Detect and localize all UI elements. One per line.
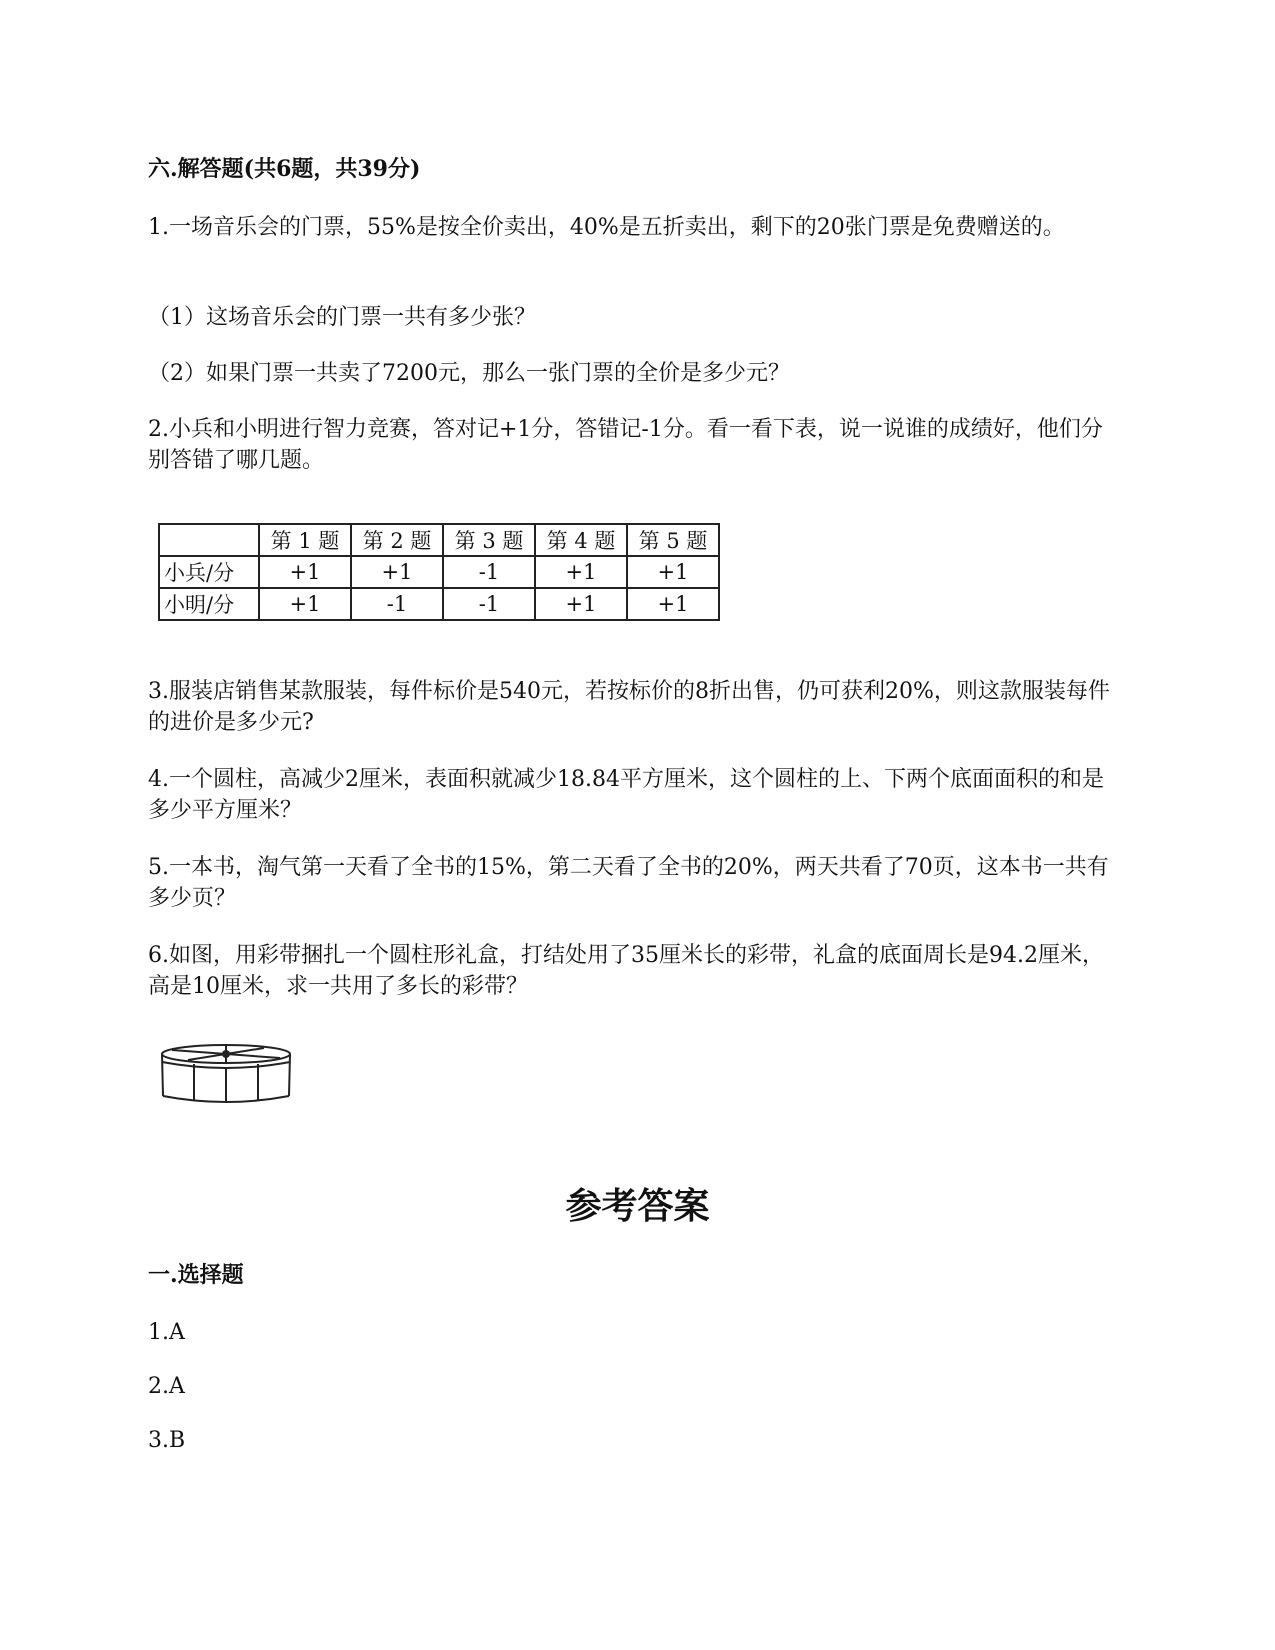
- answer-key-title: 参考答案: [565, 1185, 710, 1227]
- table-cell: -1: [351, 588, 443, 620]
- question-5: 5.一本书，淘气第一天看了全书的15%，第二天看了全书的20%，两天共看了70页，这本书一共有多少页？: [148, 855, 1109, 911]
- table-cell: +1: [627, 588, 719, 620]
- question-3: 3.服装店销售某款服装，每件标价是540元，若按标价的8折出售，仍可获利20%，则这款服装每件的进价是多少元?: [148, 679, 1110, 735]
- table-row-label: 小明/分: [159, 588, 259, 620]
- table-cell: +1: [535, 556, 627, 588]
- table-corner-cell: [159, 524, 259, 556]
- answer-item: 2.A: [148, 1374, 185, 1399]
- table-cell: +1: [259, 556, 351, 588]
- section6-title: 六.解答题(共6题，共39分): [148, 156, 421, 182]
- table-cell: +1: [351, 556, 443, 588]
- table-row: [159, 588, 719, 620]
- table-header-cell: 第 4 题: [535, 524, 627, 556]
- question-2-stem: 2.小兵和小明进行智力竞赛，答对记+1分，答错记-1分。看一看下表，说一说谁的成绩好，他们分别答错了哪几题。: [148, 417, 1103, 473]
- table-header-cell: 第 1 题: [259, 524, 351, 556]
- table-cell: +1: [259, 588, 351, 620]
- question-1-sub-2: （2）如果门票一共卖了7200元，那么一张门票的全价是多少元？: [148, 361, 790, 386]
- table-header-cell: 第 2 题: [351, 524, 443, 556]
- table-header-cell: 第 3 题: [443, 524, 535, 556]
- table-header-row: [159, 524, 719, 556]
- table-cell: +1: [627, 556, 719, 588]
- answer-item: 1.A: [148, 1320, 185, 1345]
- table-row: [159, 556, 719, 588]
- table-cell: +1: [535, 588, 627, 620]
- answer-item: 3.B: [148, 1428, 186, 1453]
- table-cell: -1: [443, 588, 535, 620]
- table-row-label: 小兵/分: [159, 556, 259, 588]
- answer-section-1-title: 一.选择题: [148, 1262, 244, 1288]
- table-cell: -1: [443, 556, 535, 588]
- question-4: 4.一个圆柱，高减少2厘米，表面积就减少18.84平方厘米，这个圆柱的上、下两个底面面积的和是多少平方厘米？: [148, 767, 1104, 823]
- table-header-cell: 第 5 题: [627, 524, 719, 556]
- question-1-stem: 1.一场音乐会的门票，55%是按全价卖出，40%是五折卖出，剩下的20张门票是免费赠送的。: [148, 215, 1065, 240]
- question-6: 6.如图，用彩带捆扎一个圆柱形礼盒，打结处用了35厘米长的彩带，礼盒的底面周长是94.2厘米，高是10厘米，求一共用了多长的彩带？: [148, 943, 1104, 999]
- score-table: [158, 523, 720, 621]
- gift-box-illustration: [158, 1040, 298, 1104]
- question-1-sub-1: （1）这场音乐会的门票一共有多少张？: [148, 305, 536, 330]
